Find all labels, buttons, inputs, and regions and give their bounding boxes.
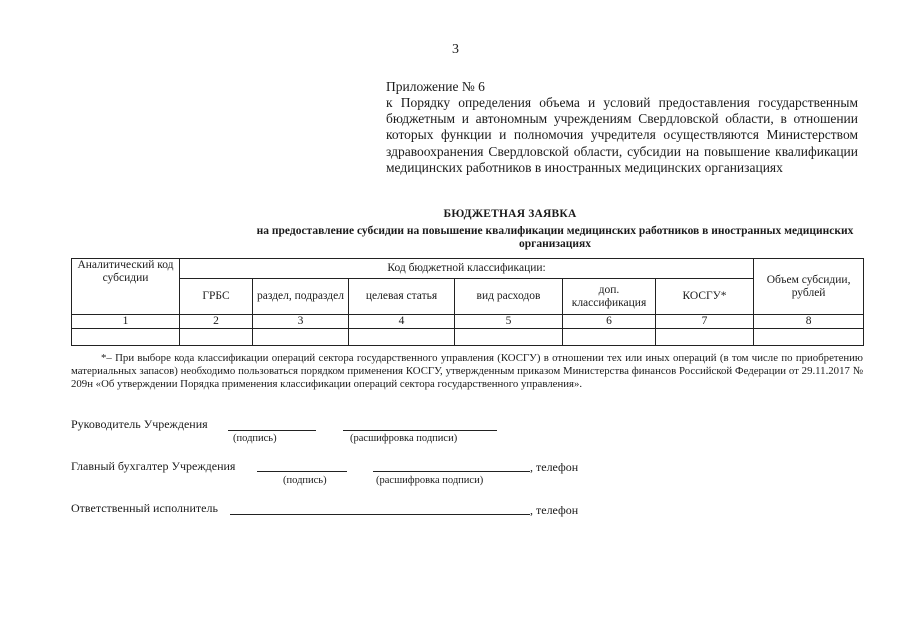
head-signature-hint: (подпись) <box>233 433 277 444</box>
head-decode-hint: (расшифровка подписи) <box>350 433 458 444</box>
accountant-signature-line[interactable] <box>257 471 347 472</box>
cell-grbs[interactable] <box>180 329 253 346</box>
chief-accountant-label: Главный бухгалтер Учреждения <box>71 459 236 473</box>
col-number-6: 6 <box>563 315 656 329</box>
empty-data-row <box>72 329 864 346</box>
col-number-7: 7 <box>656 315 754 329</box>
header-subsidy-amount: Объем субсидии, рублей <box>754 259 864 315</box>
executor-line[interactable] <box>230 514 530 515</box>
head-signature-line[interactable] <box>228 430 316 431</box>
col-number-1: 1 <box>72 315 180 329</box>
accountant-signature-hint: (подпись) <box>283 475 327 486</box>
cell-section[interactable] <box>253 329 349 346</box>
cell-analytic[interactable] <box>72 329 180 346</box>
executor-label: Ответственный исполнитель <box>71 501 218 515</box>
header-row-2 <box>72 279 864 315</box>
head-label: Руководитель Учреждения <box>71 417 208 431</box>
footnote: *– При выборе кода классификации операций сектора государственного управления (КОСГУ) в отношении тех или иных операций (в том числе по приобретению материальных запасов) необходимо пользоваться порядком применения КОСГУ, утвержденным приказом Министерства финансов Российской Федерации от 29.11.2017 № 209н «Об утверждении Порядка применения классификации операций сектора государственного управления». <box>71 352 863 390</box>
header-expense-type: вид расходов <box>455 279 563 315</box>
budget-table <box>71 258 864 346</box>
header-budget-classification: Код бюджетной классификации: <box>180 259 754 279</box>
cell-amount[interactable] <box>754 329 864 346</box>
cell-extra[interactable] <box>563 329 656 346</box>
cell-kosgu[interactable] <box>656 329 754 346</box>
header-analytic-code: Аналитический код субсидии <box>72 259 180 315</box>
accountant-decode-line[interactable] <box>373 471 530 472</box>
header-target-item: целевая статья <box>349 279 455 315</box>
page-number: 3 <box>452 42 459 57</box>
accountant-decode-hint: (расшифровка подписи) <box>376 475 484 486</box>
document-subtitle: на предоставление субсидии на повышение квалификации медицинских работников в иностранных медицинских организациях <box>256 225 854 250</box>
head-decode-line[interactable] <box>343 430 497 431</box>
header-kosgu: КОСГУ* <box>656 279 754 315</box>
header-section: раздел, подраздел <box>253 279 349 315</box>
cell-target[interactable] <box>349 329 455 346</box>
appendix-title: Приложение № 6 <box>386 79 485 94</box>
appendix-text: к Порядку определения объема и условий предоставления государственным бюджетным и автономным учреждениям Свердловской области, в отношении которых функции и полномочия учредителя осуществляются Министерством здравоохранения Свердловской области, субсидии на повышение квалификации медицинских работников в иностранных медицинских организациях <box>386 95 858 175</box>
header-extra-class: доп. классификация <box>563 279 656 315</box>
col-number-8: 8 <box>754 315 864 329</box>
header-grbs: ГРБС <box>180 279 253 315</box>
document-title: БЮДЖЕТНАЯ ЗАЯВКА <box>443 208 577 220</box>
header-row-1 <box>72 259 864 279</box>
accountant-phone-label: , телефон <box>530 460 579 474</box>
col-number-2: 2 <box>180 315 253 329</box>
executor-phone-label: , телефон <box>530 503 579 517</box>
col-number-4: 4 <box>349 315 455 329</box>
col-number-3: 3 <box>253 315 349 329</box>
col-number-5: 5 <box>455 315 563 329</box>
number-row <box>72 315 864 329</box>
cell-expense[interactable] <box>455 329 563 346</box>
